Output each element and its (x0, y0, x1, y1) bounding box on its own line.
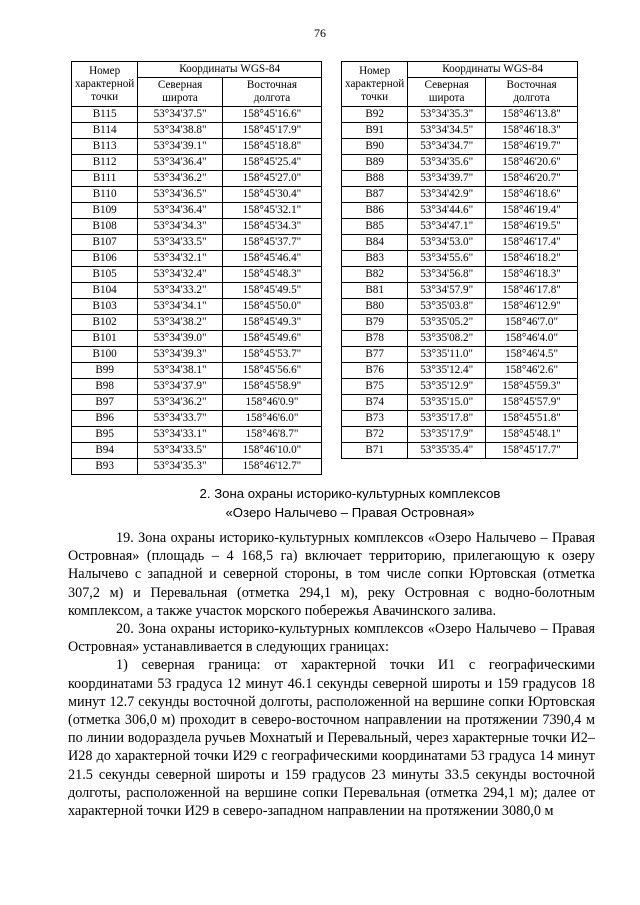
table-row (342, 347, 578, 363)
latitude-cell: 53°34'39.3" (138, 347, 223, 363)
table-row (72, 427, 322, 443)
latitude-cell: 53°34'57.9" (408, 283, 486, 299)
longitude-cell: 158°46'18.6" (486, 187, 578, 203)
longitude-cell: 158°46'2.6" (486, 363, 578, 379)
point-id-cell: В93 (72, 459, 138, 475)
table-row (72, 139, 322, 155)
header-latitude: Северная широта (138, 78, 223, 107)
point-id-cell: В75 (342, 379, 408, 395)
table-row (72, 299, 322, 315)
latitude-cell: 53°35'12.4" (408, 363, 486, 379)
latitude-cell: 53°35'11.0" (408, 347, 486, 363)
header-coordinates: Координаты WGS-84 (408, 62, 578, 78)
latitude-cell: 53°34'44.6" (408, 203, 486, 219)
point-id-cell: В104 (72, 283, 138, 299)
point-id-cell: В74 (342, 395, 408, 411)
table-row (342, 411, 578, 427)
longitude-cell: 158°46'13.8" (486, 107, 578, 123)
longitude-cell: 158°46'20.7" (486, 171, 578, 187)
section-heading-line-1: 2. Зона охраны историко-культурных комплексов (199, 486, 501, 501)
paragraph-20: 20. Зона охраны историко-культурных комплексов «Озеро Налычево – Правая Островная» устанавливается в следующих границах: (68, 621, 595, 656)
paragraph-19: 19. Зона охраны историко-культурных комплексов «Озеро Налычево – Правая Островная» (площадь – 4 168,5 га) включает территорию, прилегающую к озеру Налычево с западной и северной стороны, в том числе сопки Юртовская (отметка 307,2 м) и Перевальная (отметка 294,1 м), реку Островная с водно-болотным комплексом, а также участок морского побережья Авачинского залива. (68, 530, 595, 619)
latitude-cell: 53°34'32.1" (138, 251, 223, 267)
point-id-cell: В112 (72, 155, 138, 171)
longitude-cell: 158°45'48.3" (222, 267, 321, 283)
point-id-cell: В81 (342, 283, 408, 299)
longitude-cell: 158°45'25.4" (222, 155, 321, 171)
table-row (72, 267, 322, 283)
table-row (72, 379, 322, 395)
latitude-cell: 53°34'36.4" (138, 203, 223, 219)
latitude-cell: 53°34'39.7" (408, 171, 486, 187)
latitude-cell: 53°35'05.2" (408, 315, 486, 331)
header-point-number: Номер характерной точки (72, 62, 138, 107)
point-id-cell: В84 (342, 235, 408, 251)
header-longitude: Восточная долгота (222, 78, 321, 107)
longitude-cell: 158°45'59.3" (486, 379, 578, 395)
point-id-cell: В82 (342, 267, 408, 283)
point-id-cell: В103 (72, 299, 138, 315)
point-id-cell: В109 (72, 203, 138, 219)
table-row (72, 443, 322, 459)
longitude-cell: 158°46'4.0" (486, 331, 578, 347)
point-id-cell: В77 (342, 347, 408, 363)
point-id-cell: В110 (72, 187, 138, 203)
table-row (342, 107, 578, 123)
longitude-cell: 158°45'17.9" (222, 123, 321, 139)
point-id-cell: В98 (72, 379, 138, 395)
latitude-cell: 53°35'17.9" (408, 427, 486, 443)
longitude-cell: 158°46'0.9" (222, 395, 321, 411)
table-row (72, 187, 322, 203)
point-id-cell: В115 (72, 107, 138, 123)
table-row (342, 171, 578, 187)
table-row (72, 459, 322, 475)
latitude-cell: 53°34'38.1" (138, 363, 223, 379)
longitude-cell: 158°45'48.1" (486, 427, 578, 443)
table-row (72, 171, 322, 187)
longitude-cell: 158°46'8.7" (222, 427, 321, 443)
point-id-cell: В91 (342, 123, 408, 139)
table-row (72, 219, 322, 235)
table-row (342, 123, 578, 139)
latitude-cell: 53°34'33.5" (138, 235, 223, 251)
longitude-cell: 158°46'7.0" (486, 315, 578, 331)
latitude-cell: 53°34'56.8" (408, 267, 486, 283)
coordinates-table-right (341, 61, 578, 459)
longitude-cell: 158°46'19.4" (486, 203, 578, 219)
latitude-cell: 53°35'17.8" (408, 411, 486, 427)
point-id-cell: В73 (342, 411, 408, 427)
point-id-cell: В95 (72, 427, 138, 443)
section-heading (90, 484, 610, 522)
longitude-cell: 158°45'56.6" (222, 363, 321, 379)
table-row (342, 187, 578, 203)
point-id-cell: В97 (72, 395, 138, 411)
table-row (72, 251, 322, 267)
latitude-cell: 53°34'33.1" (138, 427, 223, 443)
longitude-cell: 158°46'19.7" (486, 139, 578, 155)
latitude-cell: 53°34'34.1" (138, 299, 223, 315)
body-text (68, 529, 595, 820)
table-row (72, 363, 322, 379)
point-id-cell: В71 (342, 443, 408, 459)
longitude-cell: 158°46'18.2" (486, 251, 578, 267)
table-row (342, 251, 578, 267)
table-row (72, 123, 322, 139)
longitude-cell: 158°46'12.7" (222, 459, 321, 475)
table-row (72, 347, 322, 363)
point-id-cell: В99 (72, 363, 138, 379)
point-id-cell: В80 (342, 299, 408, 315)
table-row (342, 443, 578, 459)
longitude-cell: 158°45'37.7" (222, 235, 321, 251)
latitude-cell: 53°34'55.6" (408, 251, 486, 267)
latitude-cell: 53°34'42.9" (408, 187, 486, 203)
table-row (342, 363, 578, 379)
longitude-cell: 158°45'18.8" (222, 139, 321, 155)
longitude-cell: 158°45'17.7" (486, 443, 578, 459)
latitude-cell: 53°34'33.7" (138, 411, 223, 427)
latitude-cell: 53°34'34.7" (408, 139, 486, 155)
coordinates-table-left (71, 61, 322, 475)
table-row (342, 139, 578, 155)
longitude-cell: 158°45'50.0" (222, 299, 321, 315)
point-id-cell: В88 (342, 171, 408, 187)
longitude-cell: 158°45'46.4" (222, 251, 321, 267)
point-id-cell: В101 (72, 331, 138, 347)
latitude-cell: 53°34'36.2" (138, 171, 223, 187)
longitude-cell: 158°45'53.7" (222, 347, 321, 363)
header-longitude: Восточная долгота (486, 78, 578, 107)
longitude-cell: 158°45'58.9" (222, 379, 321, 395)
longitude-cell: 158°46'12.9" (486, 299, 578, 315)
header-point-number: Номер характерной точки (342, 62, 408, 107)
point-id-cell: В111 (72, 171, 138, 187)
table-row (342, 315, 578, 331)
latitude-cell: 53°35'08.2" (408, 331, 486, 347)
point-id-cell: В102 (72, 315, 138, 331)
latitude-cell: 53°34'34.5" (408, 123, 486, 139)
latitude-cell: 53°34'32.4" (138, 267, 223, 283)
point-id-cell: В86 (342, 203, 408, 219)
longitude-cell: 158°45'16.6" (222, 107, 321, 123)
longitude-cell: 158°45'49.6" (222, 331, 321, 347)
point-id-cell: В87 (342, 187, 408, 203)
point-id-cell: В90 (342, 139, 408, 155)
table-row (342, 155, 578, 171)
longitude-cell: 158°45'30.4" (222, 187, 321, 203)
longitude-cell: 158°45'32.1" (222, 203, 321, 219)
latitude-cell: 53°34'33.5" (138, 443, 223, 459)
table-row (72, 155, 322, 171)
latitude-cell: 53°34'36.5" (138, 187, 223, 203)
latitude-cell: 53°34'36.2" (138, 395, 223, 411)
point-id-cell: В107 (72, 235, 138, 251)
table-row (342, 395, 578, 411)
table-row (72, 283, 322, 299)
latitude-cell: 53°34'39.0" (138, 331, 223, 347)
longitude-cell: 158°45'57.9" (486, 395, 578, 411)
table-row (72, 107, 322, 123)
latitude-cell: 53°34'38.8" (138, 123, 223, 139)
point-id-cell: В89 (342, 155, 408, 171)
table-row (72, 315, 322, 331)
longitude-cell: 158°46'4.5" (486, 347, 578, 363)
section-heading-line-2: «Озеро Налычево – Правая Островная» (225, 505, 475, 520)
longitude-cell: 158°45'49.3" (222, 315, 321, 331)
point-id-cell: В114 (72, 123, 138, 139)
table-row (72, 235, 322, 251)
longitude-cell: 158°46'6.0" (222, 411, 321, 427)
point-id-cell: В105 (72, 267, 138, 283)
table-row (342, 203, 578, 219)
point-id-cell: В94 (72, 443, 138, 459)
point-id-cell: В76 (342, 363, 408, 379)
latitude-cell: 53°34'39.1" (138, 139, 223, 155)
table-row (342, 267, 578, 283)
point-id-cell: В85 (342, 219, 408, 235)
table-row (342, 379, 578, 395)
latitude-cell: 53°35'12.9" (408, 379, 486, 395)
point-id-cell: В72 (342, 427, 408, 443)
header-latitude: Северная широта (408, 78, 486, 107)
latitude-cell: 53°34'53.0" (408, 235, 486, 251)
table-row (342, 299, 578, 315)
table-row (342, 331, 578, 347)
latitude-cell: 53°34'37.9" (138, 379, 223, 395)
point-id-cell: В83 (342, 251, 408, 267)
latitude-cell: 53°35'35.4" (408, 443, 486, 459)
page-number: 76 (314, 26, 326, 40)
longitude-cell: 158°46'18.3" (486, 123, 578, 139)
longitude-cell: 158°45'34.3" (222, 219, 321, 235)
longitude-cell: 158°45'49.5" (222, 283, 321, 299)
longitude-cell: 158°46'17.4" (486, 235, 578, 251)
table-row (72, 395, 322, 411)
latitude-cell: 53°34'35.6" (408, 155, 486, 171)
latitude-cell: 53°34'35.3" (408, 107, 486, 123)
latitude-cell: 53°34'37.5" (138, 107, 223, 123)
paragraph-20-1: 1) северная граница: от характерной точки И1 с географическими координатами 53 градуса 12 минут 46.1 секунды северной широты и 159 градусов 18 минут 12.7 секунды восточной долготы, расположенной на вершине сопки Юртовская (отметка 306,0 м) проходит в северо-восточном направлении на протяжении 7390,4 м по линии водораздела ручьев Мохнатый и Перевальный, через характерные точки И2–И28 до характерной точки И29 с географическими координатами 53 градуса 14 минут 21.5 секунды северной широты и 159 градусов 23 минуты 33.5 секунды восточной долготы, расположенной на вершине сопки Перевальная (отметка 294,1 м); далее от характерной точки И29 в северо-западном направлении на протяжении 3080,0 м (68, 657, 595, 820)
longitude-cell: 158°46'18.3" (486, 267, 578, 283)
table-row (342, 235, 578, 251)
latitude-cell: 53°34'33.2" (138, 283, 223, 299)
longitude-cell: 158°46'10.0" (222, 443, 321, 459)
table-row (342, 219, 578, 235)
point-id-cell: В108 (72, 219, 138, 235)
point-id-cell: В78 (342, 331, 408, 347)
table-row (72, 331, 322, 347)
table-row (342, 427, 578, 443)
latitude-cell: 53°35'15.0" (408, 395, 486, 411)
latitude-cell: 53°34'34.3" (138, 219, 223, 235)
table-row (72, 203, 322, 219)
latitude-cell: 53°34'36.4" (138, 155, 223, 171)
header-coordinates: Координаты WGS-84 (138, 62, 322, 78)
latitude-cell: 53°35'03.8" (408, 299, 486, 315)
point-id-cell: В106 (72, 251, 138, 267)
latitude-cell: 53°34'38.2" (138, 315, 223, 331)
point-id-cell: В79 (342, 315, 408, 331)
longitude-cell: 158°45'27.0" (222, 171, 321, 187)
longitude-cell: 158°46'20.6" (486, 155, 578, 171)
point-id-cell: В113 (72, 139, 138, 155)
table-row (72, 411, 322, 427)
longitude-cell: 158°46'17.8" (486, 283, 578, 299)
point-id-cell: В96 (72, 411, 138, 427)
longitude-cell: 158°45'51.8" (486, 411, 578, 427)
latitude-cell: 53°34'35.3" (138, 459, 223, 475)
point-id-cell: В92 (342, 107, 408, 123)
point-id-cell: В100 (72, 347, 138, 363)
latitude-cell: 53°34'47.1" (408, 219, 486, 235)
longitude-cell: 158°46'19.5" (486, 219, 578, 235)
table-row (342, 283, 578, 299)
